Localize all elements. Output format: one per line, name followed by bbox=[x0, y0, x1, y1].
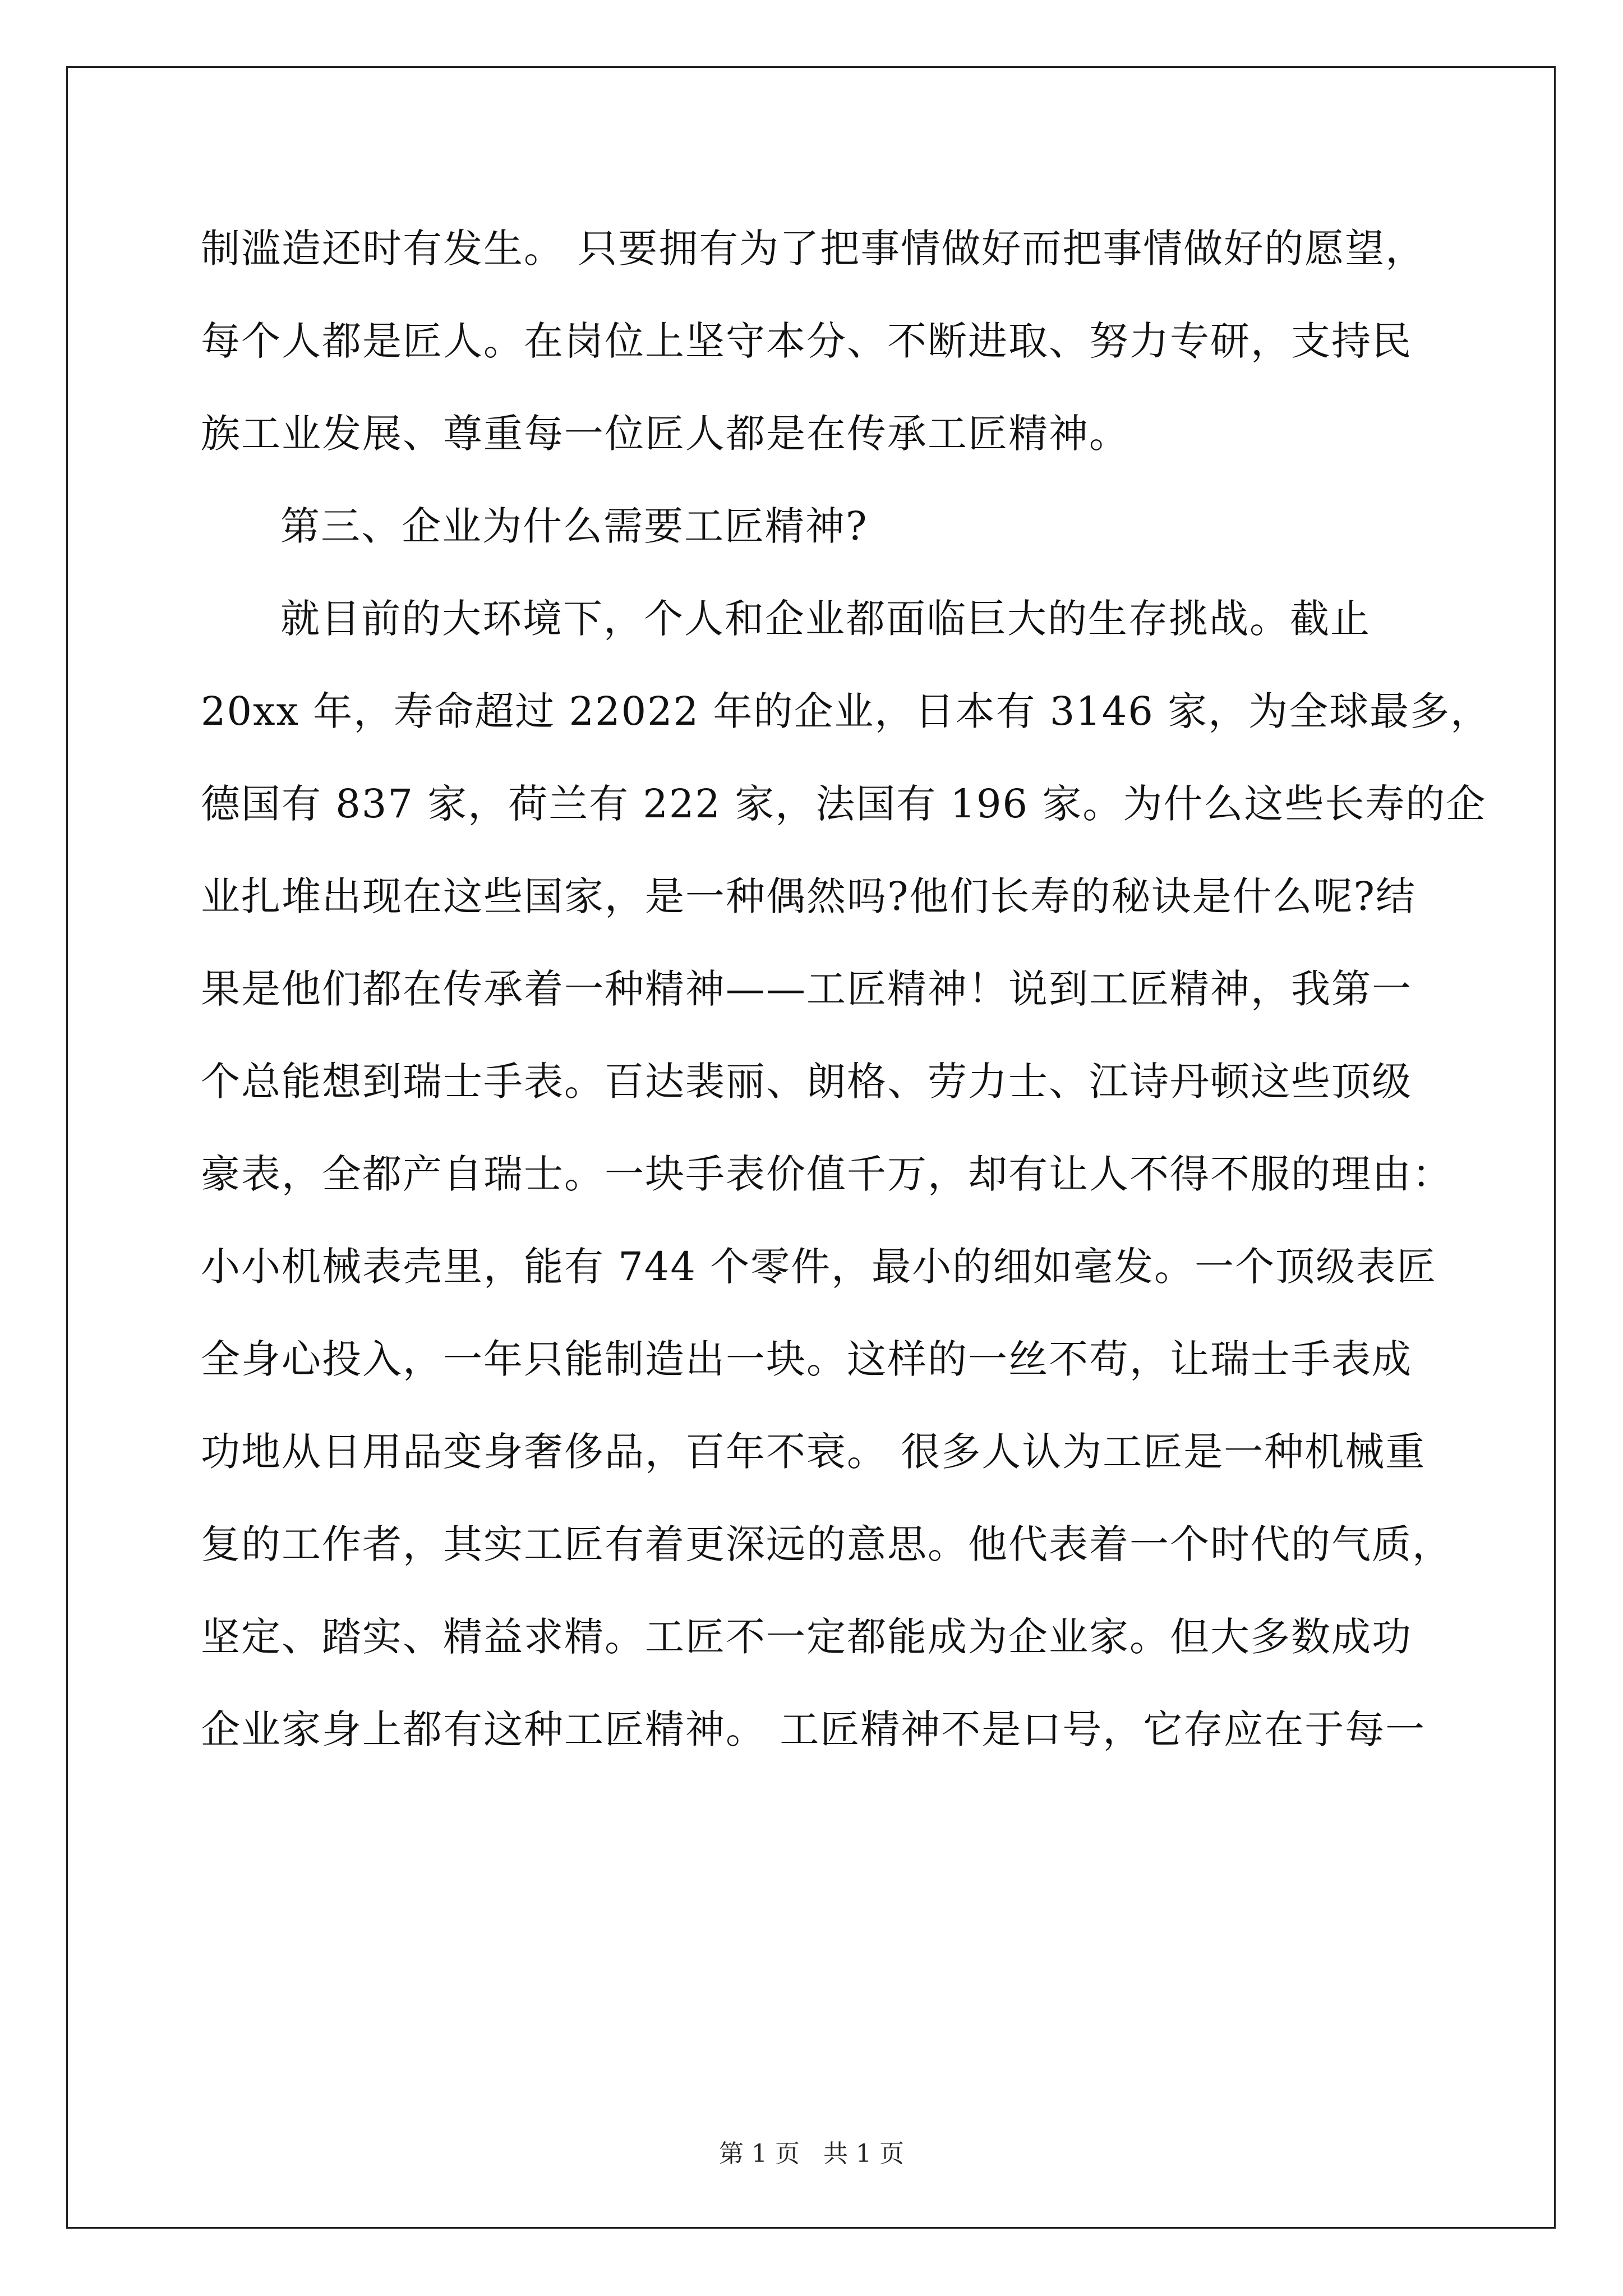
text-line-12: 小小机械表壳里，能有 744 个零件，最小的细如毫发。一个顶级表匠 bbox=[201, 1244, 1437, 1290]
text-line-14: 功地从日用品变身奢侈品，百年不衰。 很多人认为工匠是一种机械重 bbox=[201, 1429, 1426, 1475]
text-line-11: 豪表，全都产自瑞士。一块手表价值千万，却有让人不得不服的理由： bbox=[201, 1151, 1453, 1197]
text-line-1: 制滥造还时有发生。 只要拥有为了把事情做好而把事情做好的愿望， bbox=[201, 226, 1426, 272]
text-line-3: 族工业发展、尊重每一位匠人都是在传承工匠精神。 bbox=[201, 411, 1129, 457]
text-line-9: 果是他们都在传承着一种精神——工匠精神！说到工匠精神，我第一 bbox=[201, 966, 1412, 1012]
section-heading: 第三、企业为什么需要工匠精神? bbox=[280, 503, 868, 549]
text-line-16: 坚定、踏实、精益求精。工匠不一定都能成为企业家。但大多数成功 bbox=[201, 1614, 1412, 1660]
page-footer: 第 1 页 共 1 页 bbox=[719, 2139, 904, 2168]
text-line-8: 业扎堆出现在这些国家，是一种偶然吗?他们长寿的秘诀是什么呢?结 bbox=[201, 873, 1417, 919]
text-line-2: 每个人都是匠人。在岗位上坚守本分、不断进取、努力专研，支持民 bbox=[201, 318, 1412, 364]
text-line-17: 企业家身上都有这种工匠精神。 工匠精神不是口号，它存应在于每一 bbox=[201, 1706, 1426, 1752]
text-line-7: 德国有 837 家，荷兰有 222 家，法国有 196 家。为什么这些长寿的企 bbox=[201, 781, 1487, 827]
text-line-13: 全身心投入，一年只能制造出一块。这样的一丝不苟，让瑞士手表成 bbox=[201, 1336, 1412, 1382]
text-line-10: 个总能想到瑞士手表。百达裴丽、朗格、劳力士、江诗丹顿这些顶级 bbox=[201, 1059, 1412, 1105]
page-border bbox=[66, 66, 1556, 2229]
text-line-6: 20xx 年，寿命超过 22022 年的企业，日本有 3146 家，为全球最多， bbox=[201, 688, 1491, 734]
text-line-15: 复的工作者，其实工匠有着更深远的意思。他代表着一个时代的气质， bbox=[201, 1521, 1453, 1567]
text-line-5: 就目前的大环境下，个人和企业都面临巨大的生存挑战。截止 bbox=[280, 596, 1371, 642]
